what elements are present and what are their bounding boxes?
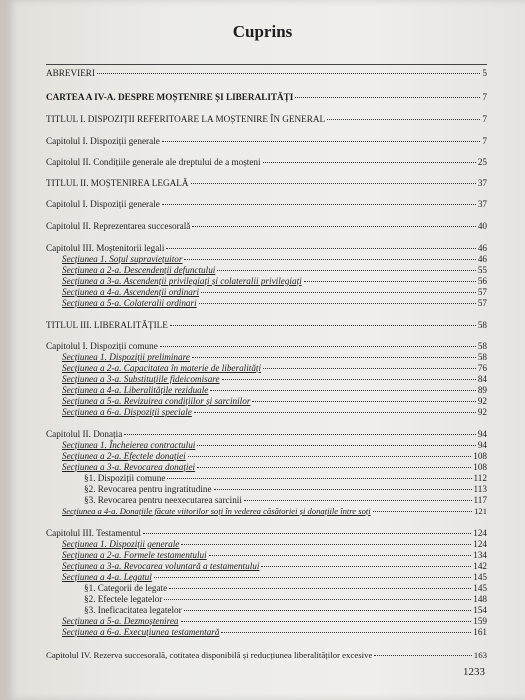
toc-entry: §2. Efectele legatelor 148 — [84, 594, 487, 604]
toc-entry: Secțiunea a 2-a. Efectele donației 108 — [62, 451, 487, 461]
toc-entry: Capitolul IV. Rezerva succesorală, cotitatea disponibilă și reducțiunea liberalităților excesive 163 — [46, 650, 487, 660]
toc-entry: ABREVIERI 5 — [46, 68, 487, 78]
toc-entry: Capitolul I. Dispoziții generale 37 — [46, 199, 487, 209]
divider-line — [46, 64, 487, 65]
toc-entry: TITLUL II. MOȘTENIREA LEGALĂ 37 — [46, 178, 487, 188]
toc-entry: CARTEA A IV-A. DESPRE MOȘTENIRE ȘI LIBERALITĂȚI 7 — [46, 92, 487, 102]
page-title: Cuprins — [232, 22, 293, 41]
table-of-contents — [46, 0, 487, 700]
page-number: 1233 — [463, 666, 485, 678]
toc-entry: Secțiunea a 4-a. Ascendenții ordinari 57 — [62, 287, 487, 297]
toc-entry: Secțiunea a 3-a. Revocarea donației 108 — [62, 462, 487, 472]
toc-entry: §1. Dispoziții comune 112 — [84, 473, 487, 483]
toc-entry: Capitolul II. Donația 94 — [46, 429, 487, 439]
toc-entry: Secțiunea a 6-a. Dispoziții speciale 92 — [62, 407, 487, 417]
toc-entry: Secțiunea a 4-a. Legatul 145 — [62, 572, 487, 582]
toc-entry: Secțiunea a 5-a. Revizuirea condițiilor și sarcinilor 92 — [62, 396, 487, 406]
toc-entry: Secțiunea a 3-a. Ascendenții privilegiați și colateralii privilegiați 56 — [62, 276, 487, 286]
toc-entry: §1. Categorii de legate 145 — [84, 583, 487, 593]
toc-entry: Secțiunea 1. Încheierea contractului 94 — [62, 440, 487, 450]
toc-entry: §3. Ineficacitatea legatelor 154 — [84, 605, 487, 615]
toc-entry: Secțiunea 1. Dispoziții preliminare 58 — [62, 352, 487, 362]
toc-entry: Secțiunea 1. Soțul supraviețuitor 46 — [62, 254, 487, 264]
toc-entry: Secțiunea a 6-a. Execuțiunea testamentară 161 — [62, 627, 487, 637]
toc-entry: Secțiunea a 2-a. Formele testamentului 134 — [62, 550, 487, 560]
toc-entry: Secțiunea a 5-a. Dezmoștenirea 159 — [62, 616, 487, 626]
toc-entry: Secțiunea a 2-a. Capacitatea în materie de liberalități 76 — [62, 363, 487, 373]
toc-entry: Capitolul III. Testamentul 124 — [46, 528, 487, 538]
toc-entry: Secțiunea a 3-a. Revocarea voluntară a testamentului 142 — [62, 561, 487, 571]
toc-entry: Secțiunea a 4-a. Liberalitățile reziduale 89 — [62, 385, 487, 395]
toc-entry: Capitolul II. Reprezentarea succesorală 40 — [46, 221, 487, 231]
toc-entry: TITLUL III. LIBERALITĂȚILE 58 — [46, 320, 487, 330]
toc-entry: Secțiunea a 2-a. Descendenții defunctului 55 — [62, 265, 487, 275]
toc-entry: Secțiunea a 5-a. Colateralii ordinari 57 — [62, 298, 487, 308]
toc-entry: Secțiunea 1. Dispoziții generale 124 — [62, 539, 487, 549]
toc-entry: Capitolul I. Dispoziții generale 7 — [46, 136, 487, 146]
toc-entry: §2. Revocarea pentru ingratitudine 113 — [84, 484, 487, 494]
toc-entry: Capitolul I. Dispoziții comune 58 — [46, 341, 487, 351]
toc-entry: Secțiunea a 3-a. Substituțiile fideicomisare 84 — [62, 374, 487, 384]
toc-entry: Capitolul III. Moștenitorii legali 46 — [46, 243, 487, 253]
toc-entry: TITLUL I. DISPOZIȚII REFERITOARE LA MOȘTENIRE ÎN GENERAL 7 — [46, 114, 487, 124]
toc-entry: Capitolul II. Condițiile generale ale dreptului de a moșteni 25 — [46, 157, 487, 167]
toc-entry: §3. Revocarea pentru neexecutarea sarcinii 117 — [84, 495, 487, 505]
toc-entry: Secțiunea a 4-a. Donațiile făcute viitorilor soți în vederea căsătoriei și donațiile între soți 121 — [62, 506, 487, 516]
